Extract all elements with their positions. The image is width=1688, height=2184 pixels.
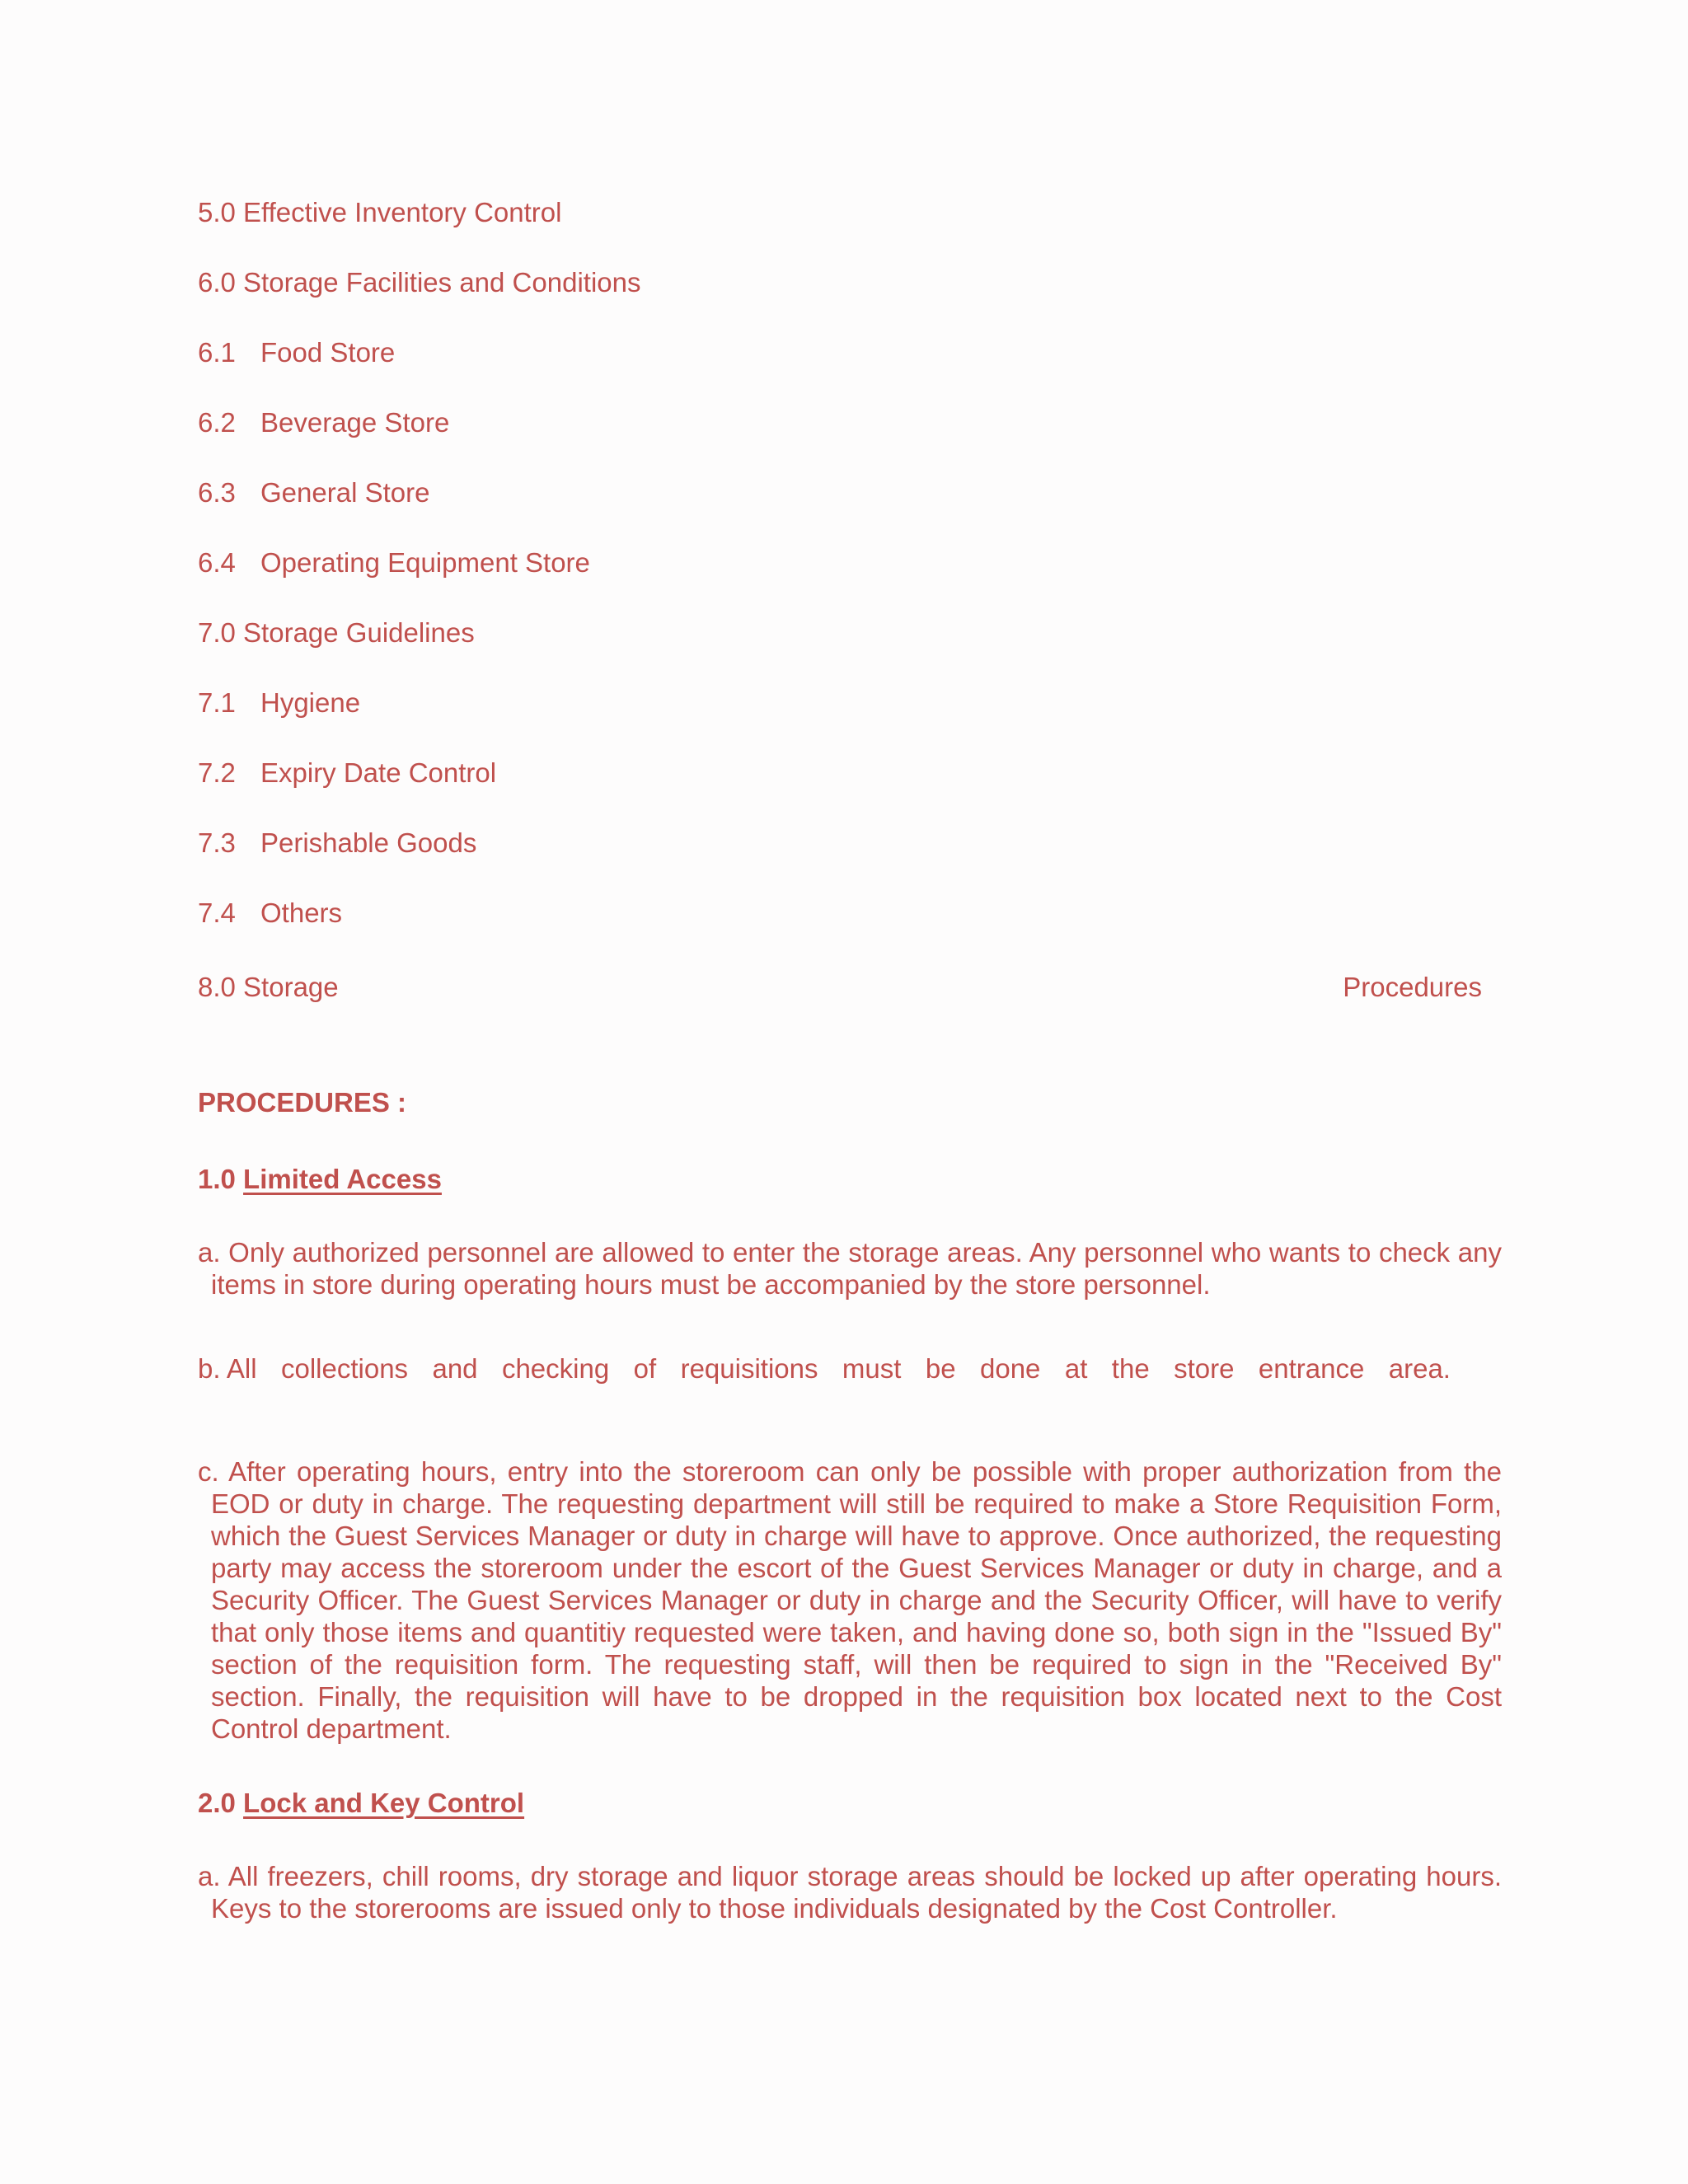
toc-number: 8.0 xyxy=(198,972,236,1002)
toc-number: 7.2 xyxy=(198,757,236,788)
word: be xyxy=(925,1353,956,1384)
section-2-heading xyxy=(198,1787,524,1820)
word: area. xyxy=(1388,1353,1451,1384)
section-1-heading xyxy=(198,1163,442,1196)
section-number: 1.0 xyxy=(198,1164,236,1194)
toc-label: Hygiene xyxy=(260,687,361,718)
toc-left xyxy=(198,971,339,1004)
toc-item-5-0 xyxy=(198,196,561,229)
toc-label: Effective Inventory Control xyxy=(243,197,562,227)
word: collections xyxy=(280,1353,409,1384)
toc-number: 6.0 xyxy=(198,267,236,298)
toc-label: Storage Facilities and Conditions xyxy=(243,267,641,298)
word: done xyxy=(980,1353,1041,1384)
section-2-paragraph-a: a. All freezers, chill rooms, dry storage and liquor storage areas should be locked up after operating hours. Keys to the storerooms are issued only to those individuals designated by the Cost Controller. xyxy=(198,1861,1502,1924)
section-1-paragraph-c: c. After operating hours, entry into the storeroom can only be possible with proper authorization from the EOD or duty in charge. The requesting department will still be required to make a Store Requisition Form, which the Guest Services Manager or duty in charge will have to approve. Once authorized, the requesting party may access the storeroom under the escort of the Guest Services Manager or duty in charge, and a Security Officer. The Guest Services Manager or duty in charge and the Security Officer, will have to verify that only those items and quantitiy requested were taken, and having done so, both sign in the "Issued By" section of the requisition form. The requesting staff, will then be required to sign in the "Received By" section. Finally, the requisition will have to be dropped in the requisition box located next to the Cost Control department. xyxy=(198,1456,1502,1744)
toc-number: 7.0 xyxy=(198,617,236,648)
toc-number: 6.3 xyxy=(198,477,236,508)
toc-number: 6.1 xyxy=(198,337,236,368)
toc-item-6-1 xyxy=(198,336,395,369)
toc-item-6-2 xyxy=(198,406,449,439)
toc-item-7-1 xyxy=(198,687,360,719)
toc-number: 7.1 xyxy=(198,687,236,718)
word: must xyxy=(842,1353,902,1384)
word: b. All xyxy=(198,1353,257,1384)
toc-number: 6.2 xyxy=(198,407,236,438)
word: the xyxy=(1111,1353,1150,1384)
toc-label: Others xyxy=(260,898,343,928)
toc-label-left: Storage xyxy=(243,972,339,1002)
toc-label: Expiry Date Control xyxy=(260,757,497,788)
section-title: Limited Access xyxy=(243,1164,442,1194)
toc-item-6-3 xyxy=(198,476,429,509)
word: checking xyxy=(501,1353,610,1384)
section-number: 2.0 xyxy=(198,1788,236,1818)
toc-item-6-4 xyxy=(198,546,590,579)
section-1-paragraph-a: a. Only authorized personnel are allowed to enter the storage areas. Any personnel who wants to check any items in store during operating hours must be accompanied by the store personnel. xyxy=(198,1237,1502,1300)
procedures-heading: PROCEDURES : xyxy=(198,1087,407,1118)
section-title: Lock and Key Control xyxy=(243,1788,525,1818)
word: of xyxy=(633,1353,657,1384)
word: and xyxy=(432,1353,478,1384)
toc-item-7-3 xyxy=(198,827,476,860)
toc-label: Perishable Goods xyxy=(260,827,477,858)
toc-item-7-0 xyxy=(198,616,475,649)
toc-number: 7.3 xyxy=(198,827,236,858)
word: requisitions xyxy=(680,1353,818,1384)
word: at xyxy=(1064,1353,1088,1384)
toc-item-7-4 xyxy=(198,897,342,930)
toc-item-6-0 xyxy=(198,266,640,299)
word: store xyxy=(1174,1353,1235,1384)
toc-number: 6.4 xyxy=(198,547,236,578)
toc-label-right: Procedures xyxy=(1343,972,1482,1002)
toc-item-8-0 xyxy=(198,971,1482,1004)
section-1-paragraph-b xyxy=(198,1352,1451,1385)
toc-label: Storage Guidelines xyxy=(243,617,475,648)
toc-number: 7.4 xyxy=(198,898,236,928)
toc-item-7-2 xyxy=(198,757,496,790)
toc-label: Food Store xyxy=(260,337,396,368)
toc-label: Beverage Store xyxy=(260,407,450,438)
toc-label: General Store xyxy=(260,477,430,508)
toc-label: Operating Equipment Store xyxy=(260,547,590,578)
toc-number: 5.0 xyxy=(198,197,236,227)
word: entrance xyxy=(1258,1353,1365,1384)
